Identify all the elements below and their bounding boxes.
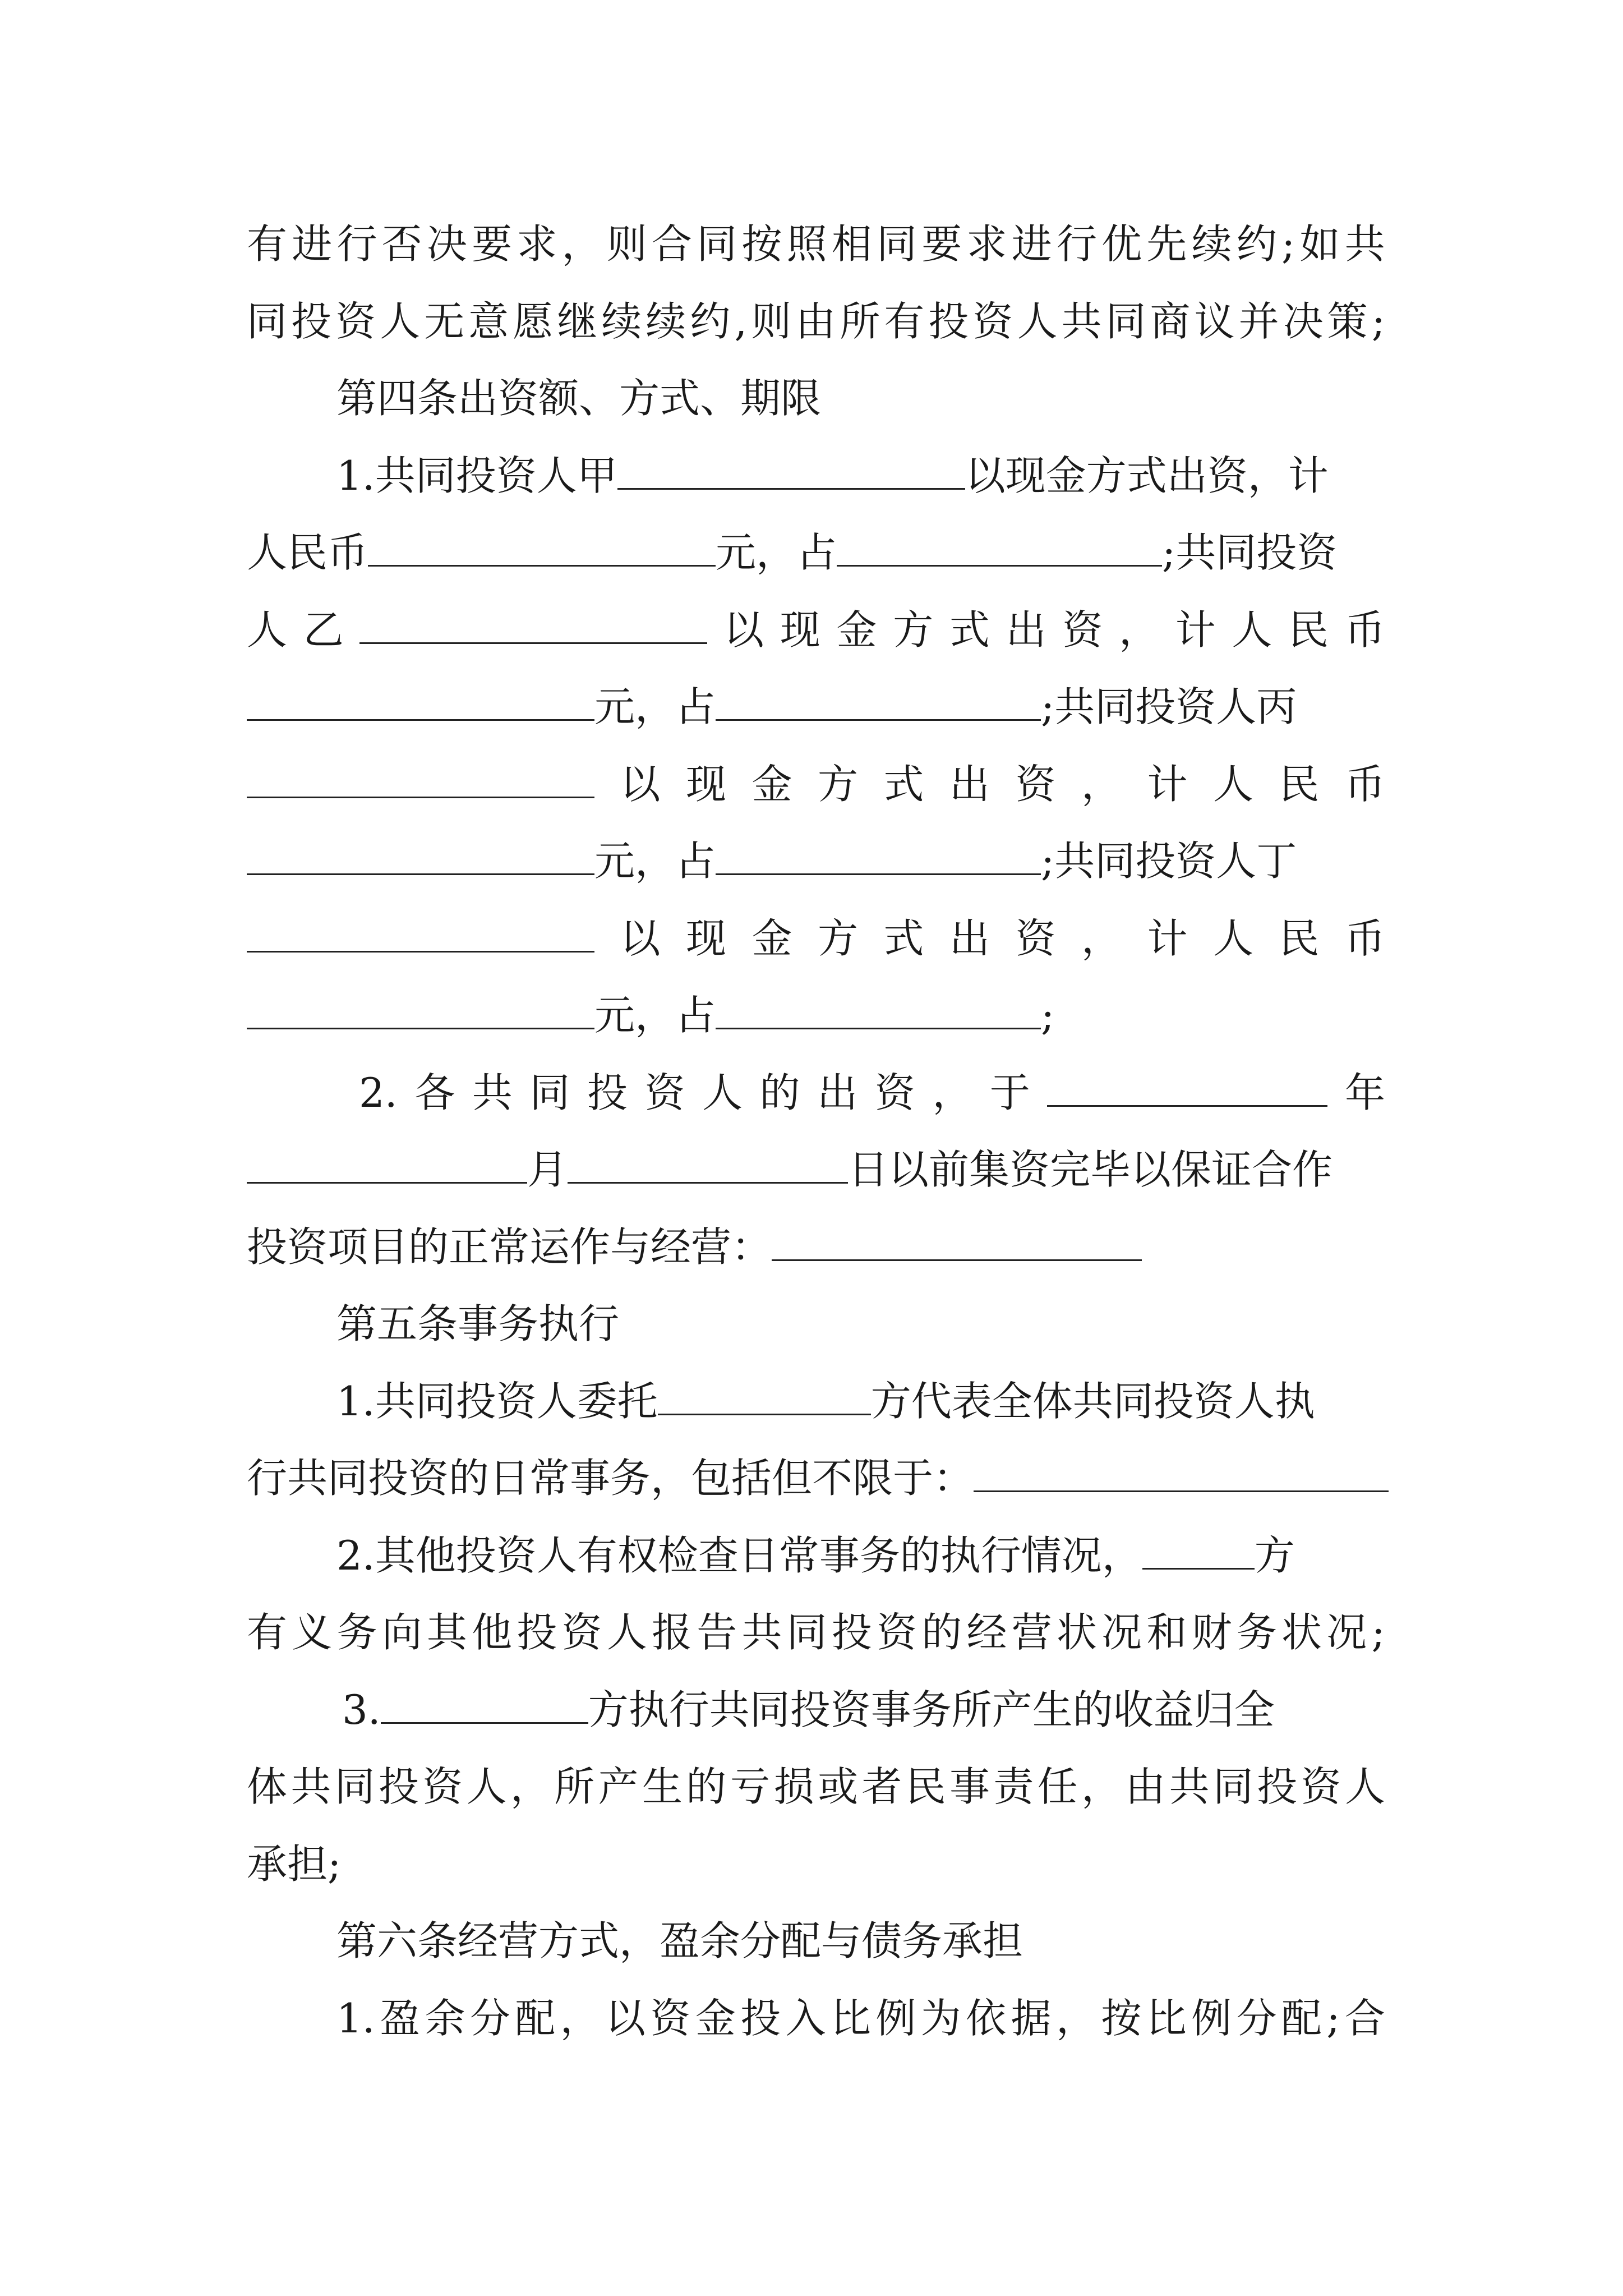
blank-field[interactable] [1047,1070,1327,1107]
blank-field[interactable] [247,916,594,953]
text-line: 人民币 元，占 ;共同投资 [247,529,1338,576]
blank-field[interactable] [247,684,594,721]
blank-field[interactable] [716,993,1041,1029]
text-line: 人 乙 以 现 金 方 式 出 资 ， 计 人 民 币 [247,606,1385,654]
text-line: 月 日以前集资完毕以保证合作 [247,1139,1385,1200]
blank-field[interactable] [617,453,965,490]
text-line: 承担; [247,1841,342,1888]
section-heading: 第六条经营方式，盈余分配与债务承担 [336,1917,1023,1964]
text-line: 元，占 ; [247,984,1385,1046]
text-line: 元，占 ;共同投资人丙 [247,676,1385,738]
text-line: 2. 各 共 同 投 资 人 的 出 资 ， 于 年 [359,1069,1385,1116]
text-line: 元，占 ;共同投资人丁 [247,830,1385,892]
blank-field[interactable] [658,1379,871,1415]
text-line: 以 现 金 方 式 出 资 ， 计 人 民 币 [247,908,1385,969]
blank-field[interactable] [368,530,716,567]
blank-field[interactable] [247,1147,527,1184]
blank-field[interactable] [247,762,594,798]
text-line: 投资项目的正常运作与经营： [247,1216,1385,1278]
text-line: 同 投 资 人 无 意 愿 继 续 续 约 , 则 由 所 有 投 资 人 共 同 商 议 并 决 策 ; [247,298,1385,345]
text-line: 1.共同投资人委托 方代表全体共同投资人执 [336,1378,1315,1425]
blank-field[interactable] [247,839,594,875]
blank-field[interactable] [772,1225,1142,1261]
blank-field[interactable] [716,839,1041,875]
section-heading: 第四条出资额、方式、期限 [336,375,822,422]
blank-field[interactable] [568,1147,848,1184]
text-line: 以 现 金 方 式 出 资 ， 计 人 民 币 [247,753,1385,815]
blank-field[interactable] [837,530,1162,567]
text-line: 3. 方执行共同投资事务所产生的收益归全 [342,1686,1275,1733]
text-line: 有 进 行 否 决 要 求 ， 则 合 同 按 照 相 同 要 求 进 行 优 先 续 约 ; 如 共 [247,220,1385,268]
text-line: 体 共 同 投 资 人 ， 所 产 生 的 亏 损 或 者 民 事 责 任 ， 由 共 同 投 资 人 [247,1763,1385,1810]
section-heading: 第五条事务执行 [336,1300,620,1347]
blank-field[interactable] [381,1687,588,1724]
text-line: 行共同投资的日常事务，包括但不限于： [247,1447,1385,1509]
text-line: 2.其他投资人有权检查日常事务的执行情况， 方 [336,1532,1295,1579]
blank-field[interactable] [359,608,707,644]
blank-field[interactable] [716,684,1041,721]
blank-field[interactable] [247,993,594,1029]
text-line: 1.共同投资人甲 以现金方式出资，计 [336,452,1329,499]
text-line: 有 义 务 向 其 他 投 资 人 报 告 共 同 投 资 的 经 营 状 况 和 财 务 状 况 ; [247,1609,1385,1656]
blank-field[interactable] [1142,1533,1255,1570]
text-line: 1. 盈 余 分 配 ， 以 资 金 投 入 比 例 为 依 据 ， 按 比 例 分 配 ; 合 [336,1995,1385,2042]
blank-field[interactable] [974,1456,1389,1492]
